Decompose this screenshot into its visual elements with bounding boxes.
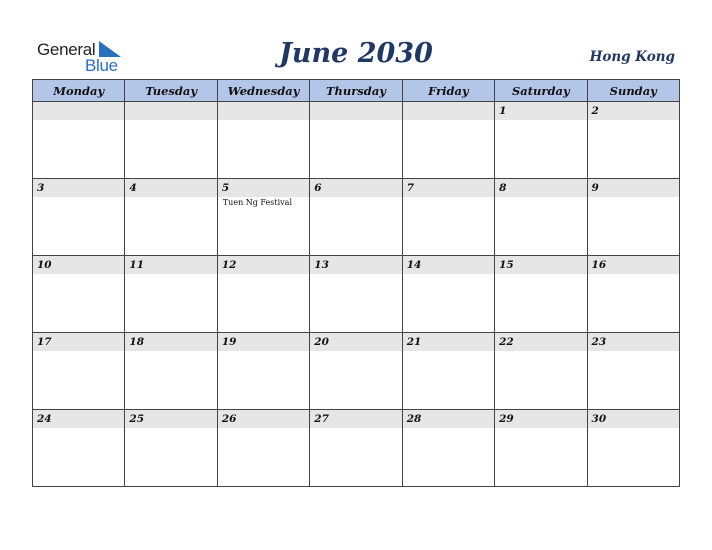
- day-number: [33, 102, 124, 120]
- day-number: 1: [495, 102, 586, 120]
- weekday-header: Monday: [33, 80, 125, 102]
- day-number: 14: [403, 256, 494, 274]
- day-number: 10: [33, 256, 124, 274]
- day-cell[interactable]: [310, 333, 402, 410]
- empty-day-cell: [310, 102, 402, 179]
- day-number: 18: [125, 333, 216, 351]
- day-cell[interactable]: [587, 179, 679, 256]
- week-row: [33, 179, 680, 256]
- day-number: 15: [495, 256, 586, 274]
- region-label: Hong Kong: [589, 49, 675, 65]
- day-cell[interactable]: [217, 256, 309, 333]
- day-cell[interactable]: [125, 410, 217, 487]
- day-number: 20: [310, 333, 401, 351]
- day-number: [218, 102, 309, 120]
- day-number: 3: [33, 179, 124, 197]
- day-number: 12: [218, 256, 309, 274]
- day-cell[interactable]: [402, 410, 494, 487]
- week-row: [33, 410, 680, 487]
- empty-day-cell: [33, 102, 125, 179]
- week-row: [33, 102, 680, 179]
- weekday-header: Tuesday: [125, 80, 217, 102]
- day-cell[interactable]: [402, 179, 494, 256]
- day-number: 17: [33, 333, 124, 351]
- day-cell[interactable]: [495, 179, 587, 256]
- weekday-header: Friday: [402, 80, 494, 102]
- day-cell[interactable]: [217, 333, 309, 410]
- weekday-header: Thursday: [310, 80, 402, 102]
- day-cell[interactable]: [310, 179, 402, 256]
- holiday-label: Tuen Ng Festival: [222, 198, 292, 207]
- day-cell[interactable]: [125, 179, 217, 256]
- day-cell[interactable]: [587, 102, 679, 179]
- day-cell[interactable]: [587, 333, 679, 410]
- day-cell[interactable]: [125, 256, 217, 333]
- day-number: 23: [588, 333, 679, 351]
- day-cell[interactable]: [33, 410, 125, 487]
- day-cell[interactable]: [217, 179, 309, 256]
- day-cell[interactable]: [33, 179, 125, 256]
- week-row: [33, 333, 680, 410]
- day-number: 2: [588, 102, 679, 120]
- weekday-header: Wednesday: [217, 80, 309, 102]
- day-cell[interactable]: [495, 102, 587, 179]
- day-number: 7: [403, 179, 494, 197]
- empty-day-cell: [125, 102, 217, 179]
- day-number: 4: [125, 179, 216, 197]
- day-number: 30: [588, 410, 679, 428]
- month-calendar: [32, 79, 680, 487]
- day-number: 24: [33, 410, 124, 428]
- day-cell[interactable]: [402, 333, 494, 410]
- calendar-title: June 2030: [279, 38, 433, 69]
- day-number: 8: [495, 179, 586, 197]
- day-number: 29: [495, 410, 586, 428]
- day-number: [310, 102, 401, 120]
- day-number: 28: [403, 410, 494, 428]
- day-number: [403, 102, 494, 120]
- day-number: 25: [125, 410, 216, 428]
- weekday-header-row: [33, 80, 680, 102]
- logo-word-blue: Blue: [85, 56, 118, 75]
- day-number: 5: [218, 179, 309, 197]
- weekday-header: Sunday: [587, 80, 679, 102]
- day-cell[interactable]: [33, 256, 125, 333]
- day-number: 21: [403, 333, 494, 351]
- day-number: 13: [310, 256, 401, 274]
- day-cell[interactable]: [495, 256, 587, 333]
- day-cell[interactable]: [33, 333, 125, 410]
- day-number: 11: [125, 256, 216, 274]
- day-cell[interactable]: [402, 256, 494, 333]
- day-cell[interactable]: [587, 256, 679, 333]
- day-cell[interactable]: [125, 333, 217, 410]
- day-number: 26: [218, 410, 309, 428]
- empty-day-cell: [217, 102, 309, 179]
- week-row: [33, 256, 680, 333]
- empty-day-cell: [402, 102, 494, 179]
- day-cell[interactable]: [310, 410, 402, 487]
- weekday-header: Saturday: [495, 80, 587, 102]
- day-cell[interactable]: [495, 333, 587, 410]
- day-number: 9: [588, 179, 679, 197]
- day-cell[interactable]: [217, 410, 309, 487]
- day-cell[interactable]: [587, 410, 679, 487]
- day-number: 19: [218, 333, 309, 351]
- day-number: 16: [588, 256, 679, 274]
- day-number: [125, 102, 216, 120]
- day-cell[interactable]: [310, 256, 402, 333]
- logo-word-general: General: [37, 40, 96, 59]
- day-number: 6: [310, 179, 401, 197]
- day-number: 22: [495, 333, 586, 351]
- day-cell[interactable]: [495, 410, 587, 487]
- day-number: 27: [310, 410, 401, 428]
